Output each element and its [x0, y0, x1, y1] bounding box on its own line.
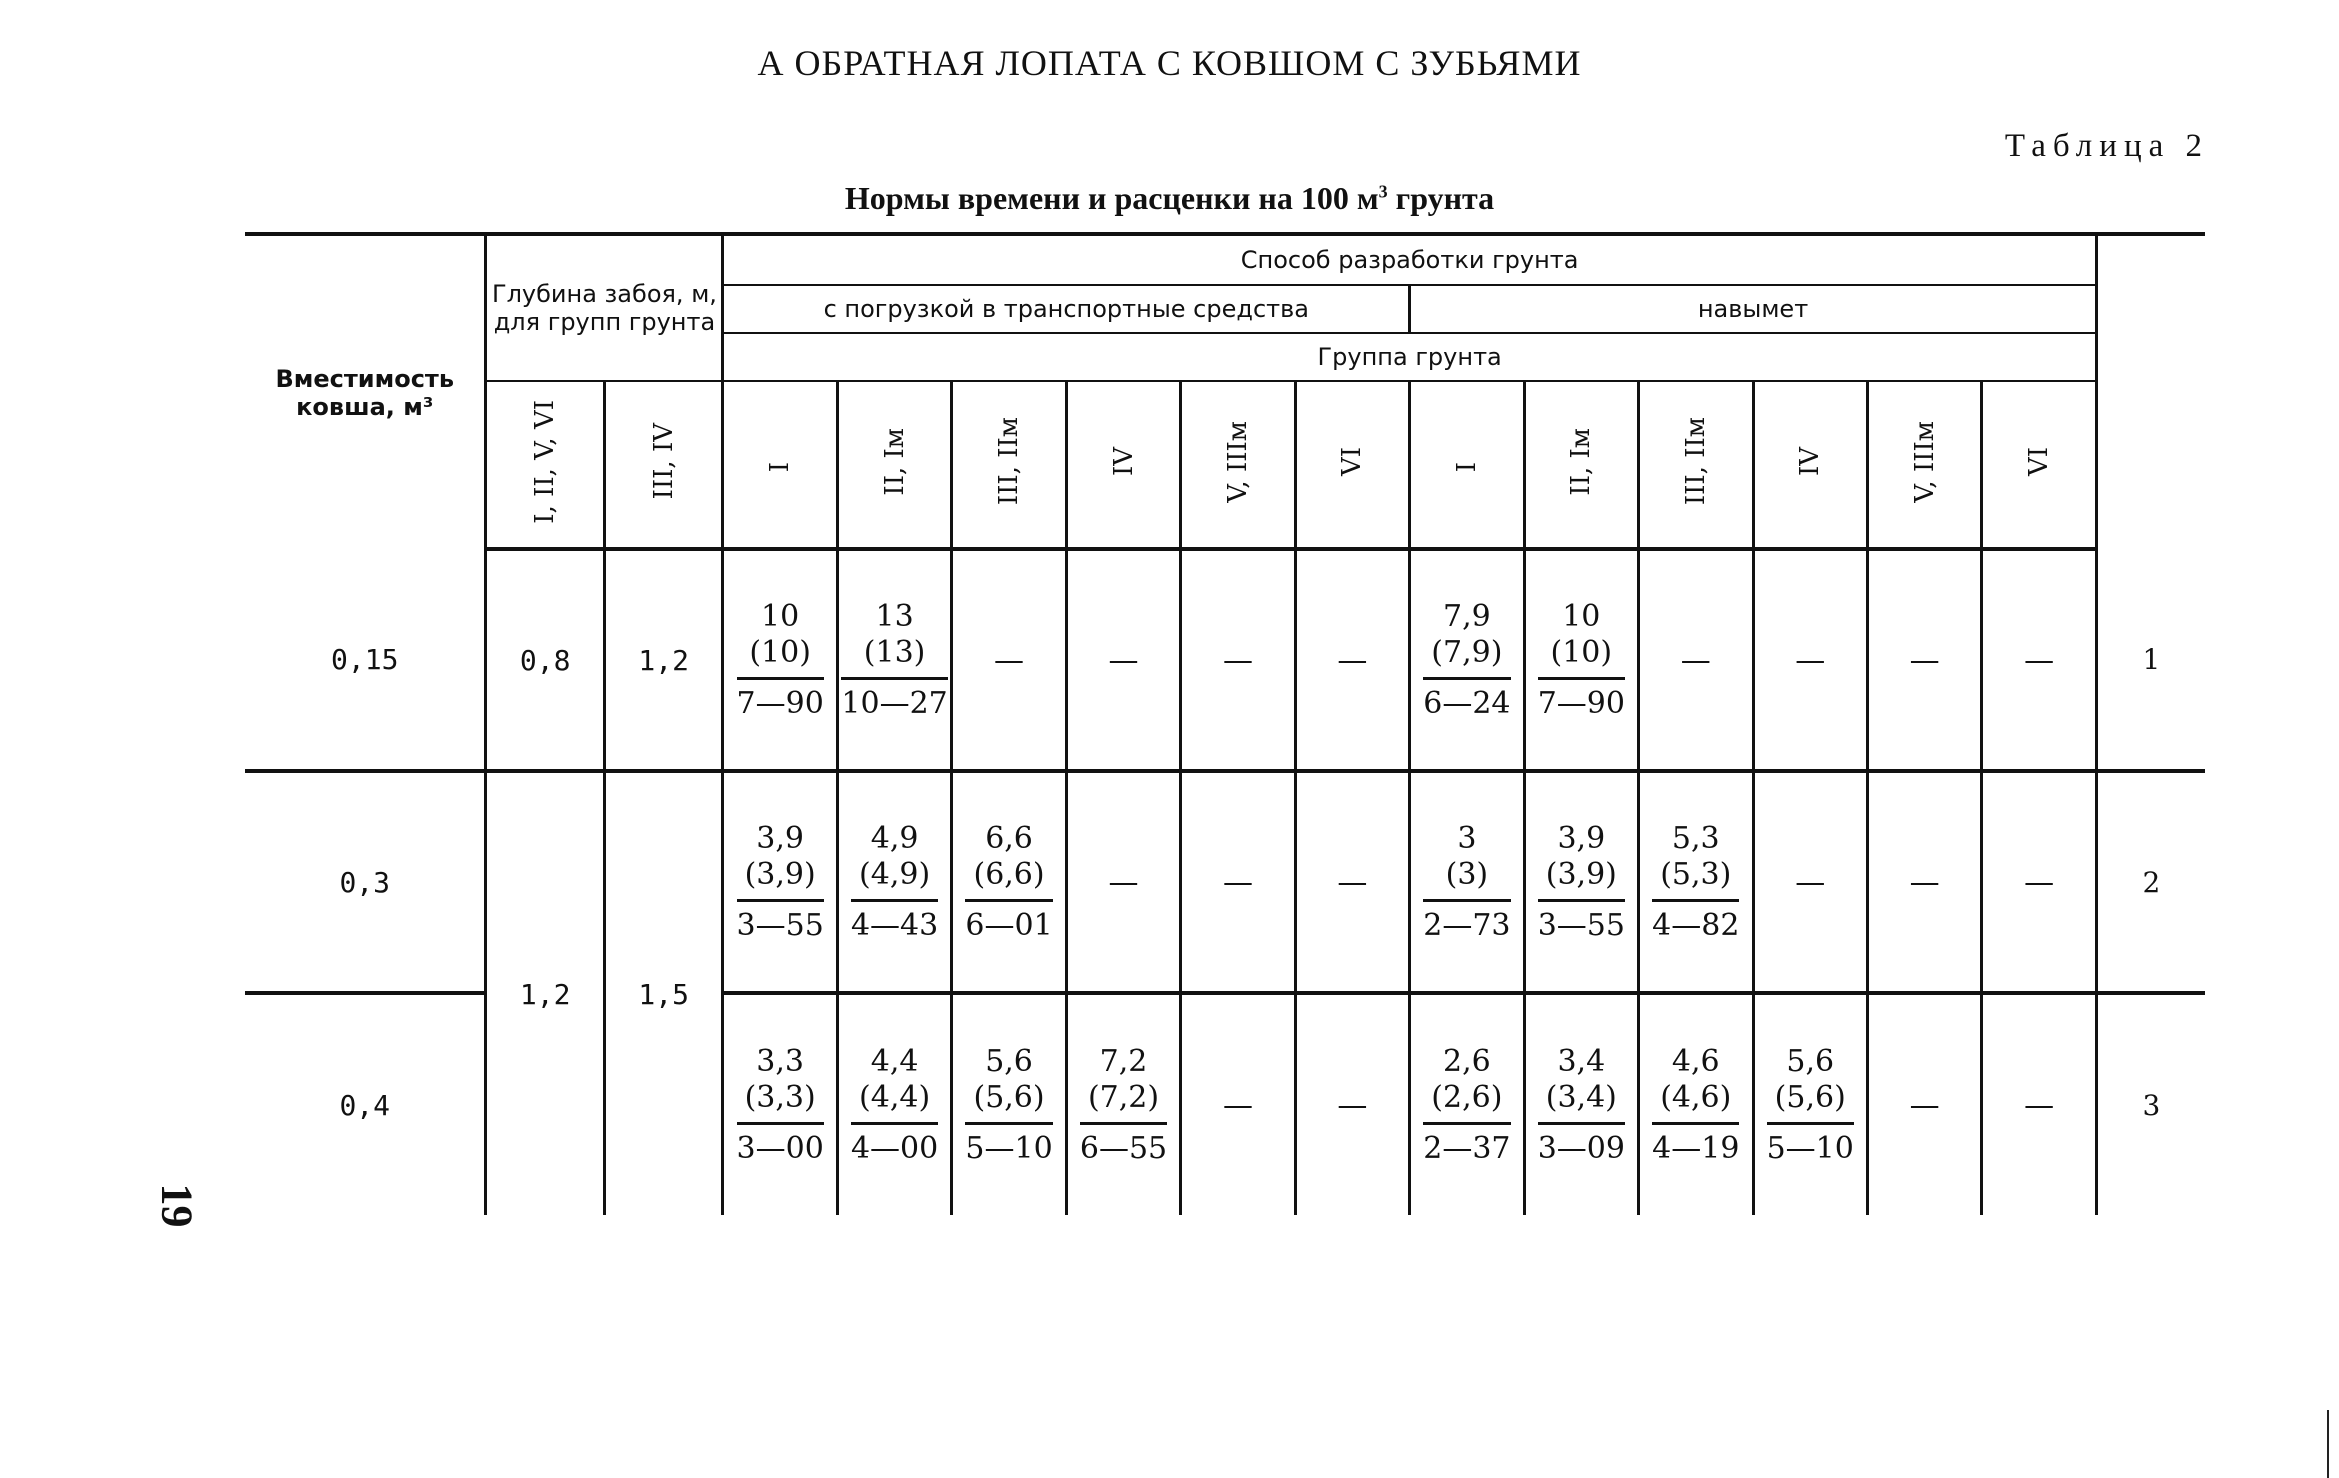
cast-cell-6 — [1982, 549, 2096, 771]
capacity-header — [245, 234, 486, 549]
dash-mark: — — [1909, 1087, 1940, 1123]
depth-group-label: III, IV — [648, 423, 679, 500]
norm-time-alt: (7,9) — [1431, 634, 1503, 670]
norm-rate: 10—27 — [841, 677, 947, 722]
cast-cell-1 — [1410, 771, 1524, 993]
norm-rate: 6—55 — [1080, 1122, 1167, 1167]
norm-rate: 4—19 — [1652, 1122, 1739, 1167]
dash-mark: — — [1222, 864, 1253, 900]
cast-cell-2 — [1524, 771, 1638, 993]
norm-stack — [851, 821, 938, 944]
dash-mark: — — [1795, 864, 1826, 900]
soil-group-col-10 — [1753, 381, 1867, 549]
caption-superscript: 3 — [1378, 181, 1388, 202]
soil-group-col-11 — [1867, 381, 1981, 549]
norm-stack — [737, 821, 824, 944]
norm-stack — [1423, 599, 1510, 722]
header-row-1 — [245, 234, 2205, 285]
norm-stack — [1538, 599, 1625, 722]
dash-mark: — — [1680, 642, 1711, 678]
cast-cell-1 — [1410, 549, 1524, 771]
table-row — [245, 771, 2205, 993]
depth-group-2 — [604, 381, 722, 549]
load-cell-5 — [1181, 549, 1295, 771]
norm-time-alt: (5,6) — [973, 1079, 1045, 1115]
norm-stack — [1767, 1044, 1854, 1167]
norm-time: 10 — [761, 598, 800, 634]
method-load-header: с погрузкой в транспортные средства — [723, 285, 1410, 333]
table-label: Таблица 2 — [2004, 128, 2209, 164]
soil-group-col-8 — [1524, 381, 1638, 549]
norm-time: 3,4 — [1557, 1043, 1606, 1079]
norm-time-alt: (2,6) — [1431, 1079, 1503, 1115]
load-cell-4 — [1066, 771, 1180, 993]
page-number: 19 — [152, 1183, 202, 1228]
dash-mark: — — [1337, 1087, 1368, 1123]
norm-time: 4,9 — [870, 820, 919, 856]
norm-time-alt: (10) — [749, 634, 811, 670]
norm-time: 5,6 — [985, 1043, 1033, 1079]
dash-mark: — — [1337, 642, 1368, 678]
load-cell-1 — [723, 549, 837, 771]
dash-mark: — — [1222, 642, 1253, 678]
cast-cell-3 — [1639, 549, 1753, 771]
dash-mark: — — [1909, 864, 1940, 900]
norm-time: 3 — [1457, 820, 1477, 856]
soil-group-header: Группа грунта — [723, 333, 2096, 381]
norm-time: 13 — [875, 598, 914, 634]
norm-rate: 5—10 — [965, 1122, 1052, 1167]
row-number-header — [2096, 234, 2205, 549]
cast-cell-2 — [1524, 549, 1638, 771]
load-cell-5 — [1181, 771, 1295, 993]
soil-group-label: III, IIм — [994, 417, 1025, 506]
row-number: 1 — [2096, 549, 2205, 771]
load-cell-1 — [723, 771, 837, 993]
load-cell-6 — [1295, 993, 1409, 1215]
norm-time-alt: (3) — [1445, 856, 1489, 892]
soil-group-label: IV — [1795, 446, 1826, 477]
soil-group-label: II, Iм — [1566, 427, 1597, 496]
norm-time-alt: (5,3) — [1660, 856, 1732, 892]
norm-time-alt: (13) — [863, 634, 926, 670]
soil-group-col-2 — [837, 381, 951, 549]
depth-group-label: I, II, V, VI — [530, 399, 561, 524]
dash-mark: — — [2024, 1087, 2055, 1123]
norm-time: 7,9 — [1443, 598, 1491, 634]
load-cell-1 — [723, 993, 837, 1215]
soil-group-col-12 — [1982, 381, 2096, 549]
load-cell-2 — [837, 993, 951, 1215]
cast-cell-4 — [1753, 771, 1867, 993]
norm-stack — [851, 1044, 938, 1167]
soil-group-label: VI — [2024, 446, 2055, 477]
soil-group-col-5 — [1181, 381, 1295, 549]
depth-cell-b: 1,5 — [604, 771, 722, 1215]
norm-time: 3,9 — [1557, 820, 1606, 856]
norm-rate: 3—55 — [1538, 899, 1625, 944]
capacity-header-text: Вместимость ковша, м³ — [275, 364, 455, 421]
norms-table — [245, 232, 2205, 1215]
depth-cell-a: 0,8 — [486, 549, 604, 771]
load-cell-4 — [1066, 993, 1180, 1215]
norm-time: 4,6 — [1671, 1043, 1720, 1079]
soil-group-label: III, IIм — [1680, 417, 1711, 506]
cast-cell-1 — [1410, 993, 1524, 1215]
soil-group-col-1 — [723, 381, 837, 549]
load-cell-6 — [1295, 549, 1409, 771]
norm-time-alt: (6,6) — [973, 856, 1045, 892]
load-cell-4 — [1066, 549, 1180, 771]
soil-group-label: II, Iм — [879, 427, 910, 496]
row-number: 2 — [2096, 771, 2205, 993]
cast-cell-4 — [1753, 993, 1867, 1215]
load-cell-2 — [837, 549, 951, 771]
method-cast-header: навымет — [1410, 285, 2097, 333]
norm-time: 5,3 — [1671, 820, 1720, 856]
norm-rate: 2—37 — [1423, 1122, 1510, 1167]
row-number: 3 — [2096, 993, 2205, 1215]
load-cell-2 — [837, 771, 951, 993]
cast-cell-5 — [1867, 549, 1981, 771]
norm-stack — [1080, 1044, 1167, 1167]
depth-cell-a: 1,2 — [486, 771, 604, 1215]
norm-stack — [1538, 821, 1625, 944]
depth-group-1 — [486, 381, 604, 549]
norm-time-alt: (4,6) — [1660, 1079, 1732, 1115]
norm-time-alt: (4,4) — [859, 1079, 931, 1115]
norm-rate: 4—00 — [851, 1122, 938, 1167]
dash-mark: — — [1337, 864, 1368, 900]
norm-rate: 6—24 — [1423, 677, 1510, 722]
norm-stack — [737, 1044, 824, 1167]
norm-time-alt: (7,2) — [1087, 1079, 1160, 1115]
capacity-cell: 0,3 — [245, 771, 486, 993]
dash-mark: — — [1222, 1087, 1253, 1123]
norm-time: 7,2 — [1099, 1043, 1148, 1079]
norm-rate: 4—43 — [851, 899, 938, 944]
cast-cell-6 — [1982, 771, 2096, 993]
norm-stack — [1538, 1044, 1625, 1167]
norm-rate: 7—90 — [737, 677, 824, 722]
capacity-cell: 0,15 — [245, 549, 486, 771]
dash-mark: — — [1108, 864, 1139, 900]
soil-group-col-4 — [1066, 381, 1180, 549]
depth-header — [486, 234, 723, 381]
load-cell-5 — [1181, 993, 1295, 1215]
norm-stack — [965, 821, 1052, 944]
header-row-4 — [245, 381, 2205, 549]
norm-time-alt: (3,9) — [744, 856, 816, 892]
load-cell-3 — [952, 993, 1066, 1215]
norm-rate: 4—82 — [1652, 899, 1739, 944]
norm-time-alt: (3,4) — [1545, 1079, 1617, 1115]
cast-cell-3 — [1639, 771, 1753, 993]
norm-rate: 3—00 — [737, 1122, 824, 1167]
margin-line — [2327, 1410, 2329, 1478]
cast-cell-5 — [1867, 993, 1981, 1215]
load-cell-6 — [1295, 771, 1409, 993]
norm-rate: 3—55 — [737, 899, 824, 944]
dash-mark: — — [2024, 642, 2055, 678]
norm-rate: 5—10 — [1767, 1122, 1854, 1167]
load-cell-3 — [952, 771, 1066, 993]
cast-cell-4 — [1753, 549, 1867, 771]
page-title: А ОБРАТНАЯ ЛОПАТА С КОВШОМ С ЗУБЬЯМИ — [757, 43, 1582, 83]
soil-group-label: IV — [1108, 446, 1139, 477]
soil-group-label: VI — [1337, 446, 1368, 477]
depth-header-text: Глубина забоя, м, для групп грунта — [491, 280, 717, 336]
norm-time-alt: (5,6) — [1774, 1079, 1846, 1115]
cast-cell-2 — [1524, 993, 1638, 1215]
soil-group-label: V, IIIм — [1222, 420, 1253, 503]
caption-text: Нормы времени и расценки на 100 м — [844, 180, 1379, 216]
norm-time-alt: (3,9) — [1545, 856, 1617, 892]
load-cell-3 — [952, 549, 1066, 771]
cast-cell-5 — [1867, 771, 1981, 993]
cast-cell-6 — [1982, 993, 2096, 1215]
norm-rate: 2—73 — [1423, 899, 1510, 944]
cast-cell-3 — [1639, 993, 1753, 1215]
dash-mark: — — [2024, 864, 2055, 900]
soil-group-label: V, IIIм — [1909, 420, 1940, 503]
norm-time: 2,6 — [1443, 1043, 1491, 1079]
dash-mark: — — [1108, 642, 1139, 678]
dash-mark: — — [1909, 642, 1940, 678]
norm-time-alt: (10) — [1550, 634, 1613, 670]
depth-cell-b: 1,2 — [604, 549, 722, 771]
capacity-cell: 0,4 — [245, 993, 486, 1215]
norm-stack — [1423, 821, 1510, 944]
norm-stack — [1652, 1044, 1739, 1167]
table-row — [245, 549, 2205, 771]
norm-stack — [737, 599, 824, 722]
norm-time: 3,3 — [756, 1043, 804, 1079]
norm-time: 4,4 — [870, 1043, 919, 1079]
soil-group-col-6 — [1295, 381, 1409, 549]
norm-stack — [841, 599, 947, 722]
table-caption — [0, 180, 2339, 217]
norm-stack — [965, 1044, 1052, 1167]
norm-stack — [1423, 1044, 1510, 1167]
norm-time: 3,9 — [756, 820, 804, 856]
method-header: Способ разработки грунта — [723, 234, 2096, 285]
norm-rate: 3—09 — [1538, 1122, 1625, 1167]
dash-mark: — — [994, 642, 1025, 678]
norm-time: 5,6 — [1786, 1043, 1835, 1079]
norm-time: 6,6 — [985, 820, 1033, 856]
soil-group-col-3 — [952, 381, 1066, 549]
soil-group-label: I — [765, 462, 796, 473]
norm-rate: 6—01 — [965, 899, 1052, 944]
dash-mark: — — [1795, 642, 1826, 678]
soil-group-label: I — [1451, 462, 1482, 473]
soil-group-col-7 — [1410, 381, 1524, 549]
norm-stack — [1652, 821, 1739, 944]
norm-time-alt: (4,9) — [859, 856, 931, 892]
caption-tail: грунта — [1387, 180, 1495, 216]
norm-time-alt: (3,3) — [744, 1079, 816, 1115]
norm-time: 10 — [1562, 598, 1601, 634]
soil-group-col-9 — [1639, 381, 1753, 549]
norm-rate: 7—90 — [1538, 677, 1625, 722]
